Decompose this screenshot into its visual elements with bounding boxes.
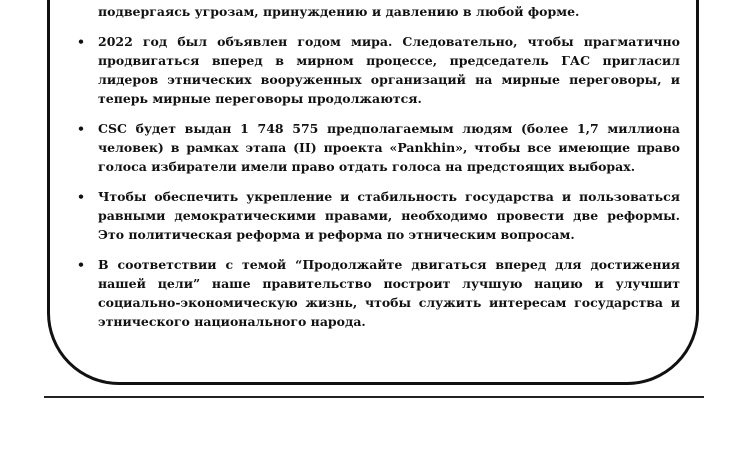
bullet-icon: • [77, 189, 85, 204]
horizontal-divider [44, 396, 704, 398]
continuation-line: подвергаясь угрозам, принуждению и давлению в любой форме. [98, 4, 580, 19]
bullet-icon: • [77, 121, 85, 136]
bullet-content [72, 2, 680, 342]
list-item [72, 119, 680, 176]
list-item [72, 187, 680, 244]
bullet-text: Чтобы обеспечить укрепление и стабильность государства и пользоваться равными демократическими правами, необходимо провести две реформы. Это политическая реформа и реформа по этническим вопросам. [98, 189, 680, 242]
bullet-list [72, 32, 680, 331]
bullet-icon: • [77, 34, 85, 49]
bullet-text: 2022 год был объявлен годом мира. Следовательно, чтобы прагматично продвигаться вперед в мирном процессе, председатель ГАС пригласил лидеров этнических вооруженных организаций на мирные переговоры, и теперь мирные переговоры продолжаются. [98, 34, 680, 106]
list-item [72, 255, 680, 331]
bullet-icon: • [77, 257, 85, 272]
list-item [72, 32, 680, 108]
bullet-text: В соответствии с темой “Продолжайте двигаться вперед для достижения нашей цели” наше правительство построит лучшую нацию и улучшит социально-экономическую жизнь, чтобы служить интересам государства и этнического национального народа. [98, 257, 680, 329]
bullet-text: CSC будет выдан 1 748 575 предполагаемым людям (более 1,7 миллиона человек) в рамках этапа (II) проекта «Pankhin», чтобы все имеющие право голоса избиратели имели право отдать голоса на предстоящих выборах. [98, 121, 680, 174]
